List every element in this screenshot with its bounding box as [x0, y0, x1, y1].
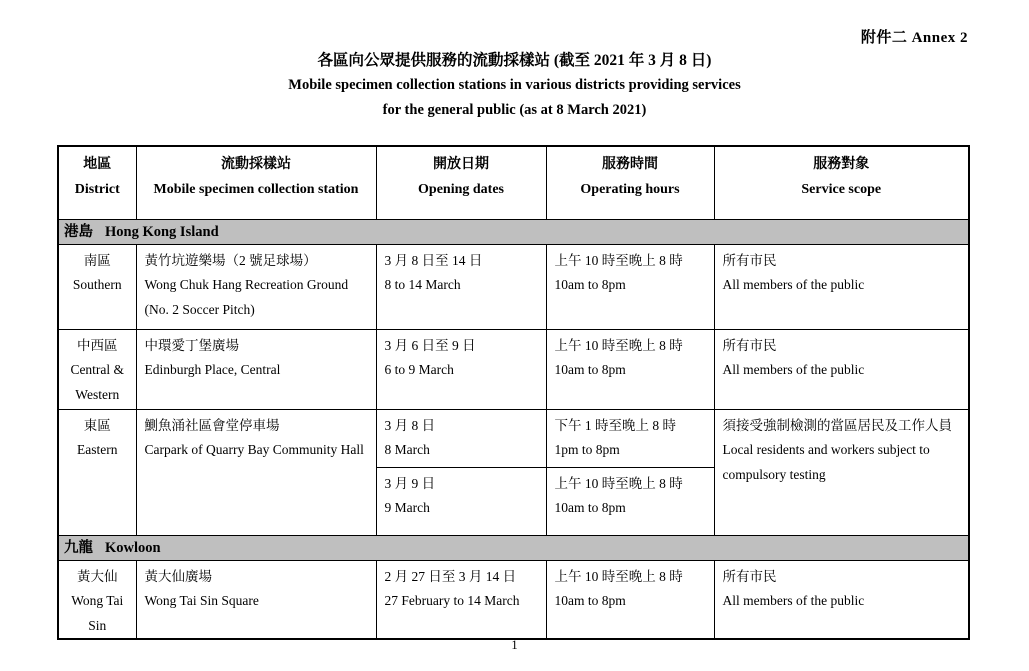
dates-en: 27 February to 14 March	[384, 593, 520, 608]
hours-zh: 下午 1 時至晚上 8 時	[554, 417, 676, 433]
scope-zh: 所有市民	[722, 337, 777, 353]
hours-en: 10am to 8pm	[554, 277, 626, 292]
dates-en: 6 to 9 March	[384, 362, 454, 377]
header-opening-dates-zh: 開放日期	[433, 157, 489, 172]
cell-district	[58, 409, 136, 535]
cell-opening-dates	[376, 329, 546, 409]
station-en: Carpark of Quarry Bay Community Hall	[144, 442, 364, 457]
cell-operating-hours	[546, 244, 714, 329]
scope-en: All members of the public	[722, 593, 865, 608]
station-en: Wong Tai Sin Square	[144, 593, 259, 608]
cell-service-scope	[714, 560, 969, 639]
cell-operating-hours-split	[546, 409, 714, 535]
hours-en: 1pm to 8pm	[554, 442, 620, 457]
document-title-english-line1: Mobile specimen collection stations in various districts providing services	[288, 77, 741, 93]
district-zh: 南區	[83, 252, 111, 268]
operating-hours-slot-2	[547, 468, 714, 521]
cell-station	[136, 560, 376, 639]
header-operating-hours-zh: 服務時間	[602, 157, 658, 172]
header-service-scope-zh: 服務對象	[813, 157, 870, 172]
hours-en: 10am to 8pm	[554, 362, 626, 377]
scope-mixed: 須接受強制檢測的當區居民及工作人員 Local residents and workers subject to compulsory testing	[722, 417, 952, 482]
annex-label: 附件二 Annex 2	[860, 30, 968, 46]
stations-table	[57, 145, 970, 640]
dates-en: 8 to 14 March	[384, 277, 461, 292]
table-row-central-western	[58, 329, 969, 409]
station-zh: 黃大仙廣場	[144, 568, 212, 584]
district-zh: 黃大仙	[77, 568, 118, 584]
cell-station	[136, 409, 376, 535]
header-service-scope-en: Service scope	[801, 182, 882, 197]
section-row-hong-kong-island	[58, 219, 969, 244]
dates-zh: 3 月 8 日至 14 日	[384, 252, 483, 268]
hours-zh: 上午 10 時至晚上 8 時	[554, 337, 683, 353]
cell-station	[136, 329, 376, 409]
cell-opening-dates	[376, 244, 546, 329]
dates-zh: 2 月 27 日至 3 月 14 日	[384, 568, 517, 584]
header-station-zh: 流動採樣站	[221, 157, 291, 172]
header-district-zh: 地區	[83, 157, 112, 172]
cell-station	[136, 244, 376, 329]
header-operating-hours	[546, 146, 714, 219]
scope-zh: 所有市民	[722, 252, 777, 268]
section-label-en: Hong Kong Island	[105, 223, 219, 240]
header-opening-dates-en: Opening dates	[418, 182, 504, 197]
hours-zh: 上午 10 時至晚上 8 時	[554, 568, 683, 584]
table-header-row	[58, 146, 969, 219]
header-service-scope	[714, 146, 969, 219]
station-zh: 中環愛丁堡廣場	[144, 337, 239, 353]
dates-en: 8 March	[384, 442, 430, 457]
dates-zh: 3 月 8 日	[384, 417, 436, 433]
dates-en: 9 March	[384, 500, 430, 515]
station-zh: 黃竹坑遊樂場（2 號足球場）	[144, 252, 317, 268]
section-row-kowloon	[58, 535, 969, 560]
cell-district	[58, 560, 136, 639]
district-en: Central & Western	[70, 362, 125, 402]
section-label-zh: 九龍	[64, 539, 93, 556]
station-en: Wong Chuk Hang Recreation Ground (No. 2 Soccer Pitch)	[144, 277, 349, 317]
page-number: 1	[511, 638, 518, 652]
district-zh: 東區	[83, 417, 111, 433]
cell-operating-hours	[546, 329, 714, 409]
section-label-en: Kowloon	[105, 539, 161, 556]
scope-zh: 所有市民	[722, 568, 777, 584]
district-en: Southern	[72, 277, 122, 292]
document-title-english-line2: for the general public (as at 8 March 2021)	[382, 102, 647, 118]
cell-opening-dates-split	[376, 409, 546, 535]
dates-zh: 3 月 6 日至 9 日	[384, 337, 476, 353]
scope-en: All members of the public	[722, 277, 865, 292]
cell-opening-dates	[376, 560, 546, 639]
cell-district	[58, 329, 136, 409]
station-zh: 鰂魚涌社區會堂停車場	[144, 417, 280, 433]
district-zh: 中西區	[77, 337, 118, 353]
scope-en: All members of the public	[722, 362, 865, 377]
header-operating-hours-en: Operating hours	[580, 182, 680, 197]
section-label-zh: 港島	[64, 223, 93, 240]
section-label-kowloon	[58, 535, 969, 560]
dates-zh: 3 月 9 日	[384, 475, 436, 491]
table-row-eastern	[58, 409, 969, 535]
header-district-en: District	[74, 182, 120, 197]
table-row-wong-tai-sin	[58, 560, 969, 639]
cell-service-scope	[714, 409, 969, 535]
hours-en: 10am to 8pm	[554, 593, 626, 608]
district-en: Eastern	[77, 442, 118, 457]
hours-zh: 上午 10 時至晚上 8 時	[554, 475, 683, 491]
table-row-southern	[58, 244, 969, 329]
header-station-en: Mobile specimen collection station	[153, 182, 359, 197]
station-en: Edinburgh Place, Central	[144, 362, 281, 377]
cell-operating-hours	[546, 560, 714, 639]
hours-en: 10am to 8pm	[554, 500, 626, 515]
operating-hours-slot-1	[547, 410, 714, 468]
cell-service-scope	[714, 244, 969, 329]
opening-dates-slot-1	[377, 410, 546, 468]
hours-zh: 上午 10 時至晚上 8 時	[554, 252, 683, 268]
cell-service-scope	[714, 329, 969, 409]
header-station	[136, 146, 376, 219]
cell-district	[58, 244, 136, 329]
section-label-hong-kong-island	[58, 219, 969, 244]
header-district	[58, 146, 136, 219]
document-title-chinese: 各區向公眾提供服務的流動採樣站 (截至 2021 年 3 月 8 日)	[317, 52, 712, 69]
opening-dates-slot-2	[377, 468, 546, 521]
district-en: Wong Tai Sin	[71, 593, 124, 633]
header-opening-dates	[376, 146, 546, 219]
